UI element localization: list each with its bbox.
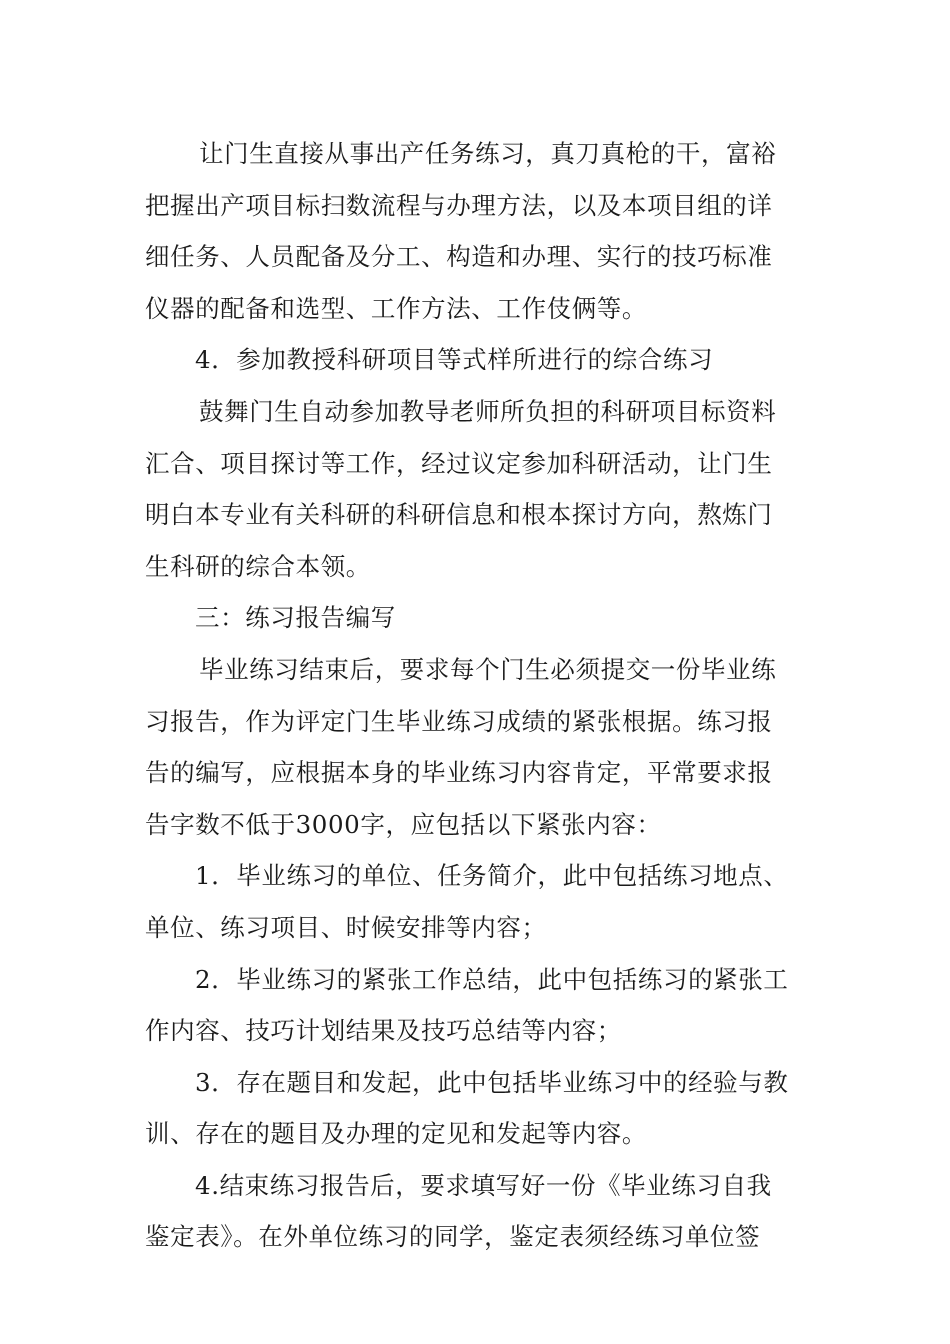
paragraph-line: 鼓舞门生自动参加教导老师所负担的科研项目标资料 <box>199 396 777 426</box>
list-item: 3．存在题目和发起，此中包括毕业练习中的经验与教 <box>195 1067 789 1097</box>
paragraph-line: 细任务、人员配备及分工、构造和办理、实行的技巧标准 <box>145 242 773 272</box>
paragraph-line: 明白本专业有关科研的科研信息和根本探讨方向，熬炼门 <box>145 500 773 530</box>
list-item: 1．毕业练习的单位、任务简介，此中包括练习地点、 <box>195 861 789 891</box>
section-heading: 三：练习报告编写 <box>195 603 396 633</box>
list-item-continuation: 鉴定表》。在外单位练习的同学，鉴定表须经练习单位签 <box>145 1222 761 1252</box>
paragraph-line: 告字数不低于3000字，应包括以下紧张内容： <box>145 809 662 839</box>
paragraph-line: 毕业练习结束后，要求每个门生必须提交一份毕业练 <box>199 654 777 684</box>
list-item: 4.结束练习报告后，要求填写好一份《毕业练习自我 <box>195 1170 772 1200</box>
paragraph-line: 让门生直接从事出产任务练习，真刀真枪的干，富裕 <box>199 139 777 168</box>
paragraph-line: 仪器的配备和选型、工作方法、工作伎俩等。 <box>145 293 647 323</box>
paragraph-line: 生科研的综合本领。 <box>145 551 371 581</box>
list-item-continuation: 作内容、技巧计划结果及技巧总结等内容； <box>145 1016 622 1046</box>
section-heading: 4．参加教授科研项目等式样所进行的综合练习 <box>195 345 714 375</box>
paragraph-line: 告的编写，应根据本身的毕业练习内容肯定，平常要求报 <box>145 758 773 788</box>
document-body <box>145 128 810 1263</box>
list-item-continuation: 单位、练习项目、时候安排等内容； <box>145 912 547 942</box>
paragraph-line: 习报告，作为评定门生毕业练习成绩的紧张根据。练习报 <box>145 706 773 736</box>
list-item: 2．毕业练习的紧张工作总结，此中包括练习的紧张工 <box>195 964 789 994</box>
paragraph-line: 汇合、项目探讨等工作，经过议定参加科研活动，让门生 <box>145 448 773 478</box>
list-item-continuation: 训、存在的题目及办理的定见和发起等内容。 <box>145 1119 647 1149</box>
paragraph-line: 把握出产项目标扫数流程与办理方法，以及本项目组的详 <box>145 190 773 220</box>
